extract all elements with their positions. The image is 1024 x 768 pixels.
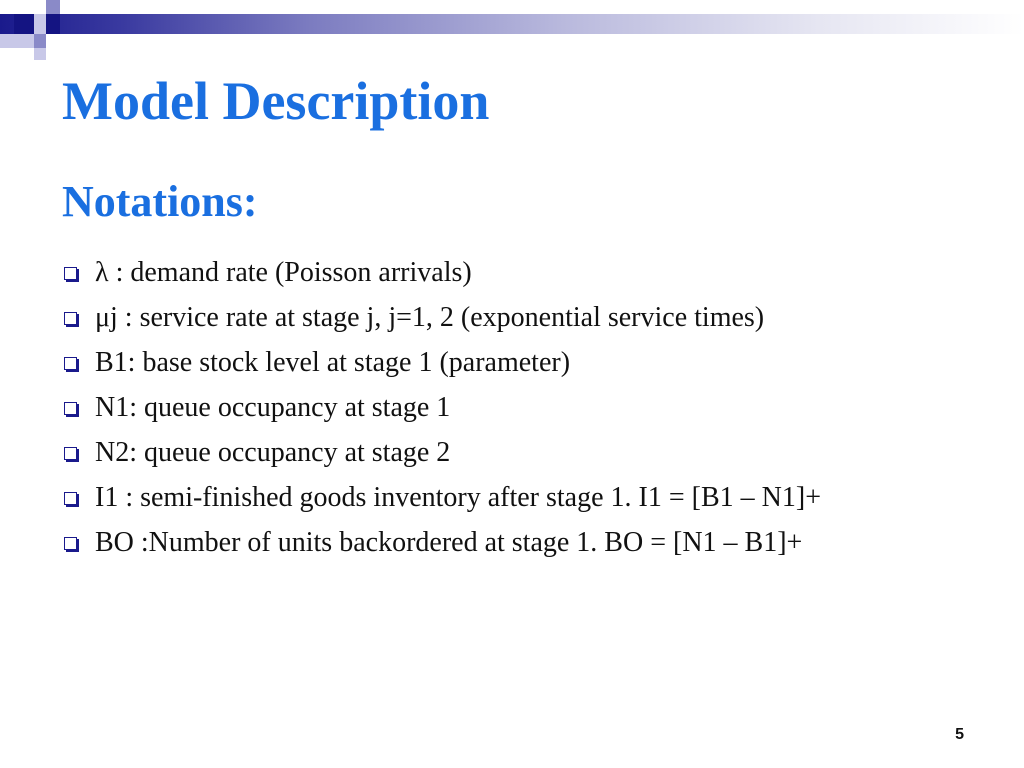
slide-subtitle: Notations: xyxy=(62,177,258,226)
hollow-square-bullet-icon xyxy=(64,312,77,325)
list-item-text: I1 : semi-finished goods inventory after stage 1. I1 = [B1 – N1]+ xyxy=(95,481,821,513)
list-item xyxy=(64,295,821,340)
list-item xyxy=(64,340,821,385)
notation-list xyxy=(64,250,821,565)
hollow-square-bullet-icon xyxy=(64,447,77,460)
list-item xyxy=(64,385,821,430)
list-item-text: N1: queue occupancy at stage 1 xyxy=(95,391,451,423)
list-item-text: μj : service rate at stage j, j=1, 2 (exponential service times) xyxy=(95,301,765,333)
hollow-square-bullet-icon xyxy=(64,267,77,280)
list-item-text: λ : demand rate (Poisson arrivals) xyxy=(95,256,472,288)
hollow-square-bullet-icon xyxy=(64,492,77,505)
list-item xyxy=(64,520,821,565)
list-item xyxy=(64,430,821,475)
list-item xyxy=(64,475,821,520)
page-number: 5 xyxy=(955,726,964,743)
list-item xyxy=(64,250,821,295)
slide-title: Model Description xyxy=(62,71,490,131)
list-item-text: BO :Number of units backordered at stage 1. BO = [N1 – B1]+ xyxy=(95,526,803,558)
hollow-square-bullet-icon xyxy=(64,402,77,415)
hollow-square-bullet-icon xyxy=(64,537,77,550)
list-item-text: B1: base stock level at stage 1 (parameter) xyxy=(95,346,571,378)
hollow-square-bullet-icon xyxy=(64,357,77,370)
list-item-text: N2: queue occupancy at stage 2 xyxy=(95,436,451,468)
header-gradient-band xyxy=(0,14,1024,34)
